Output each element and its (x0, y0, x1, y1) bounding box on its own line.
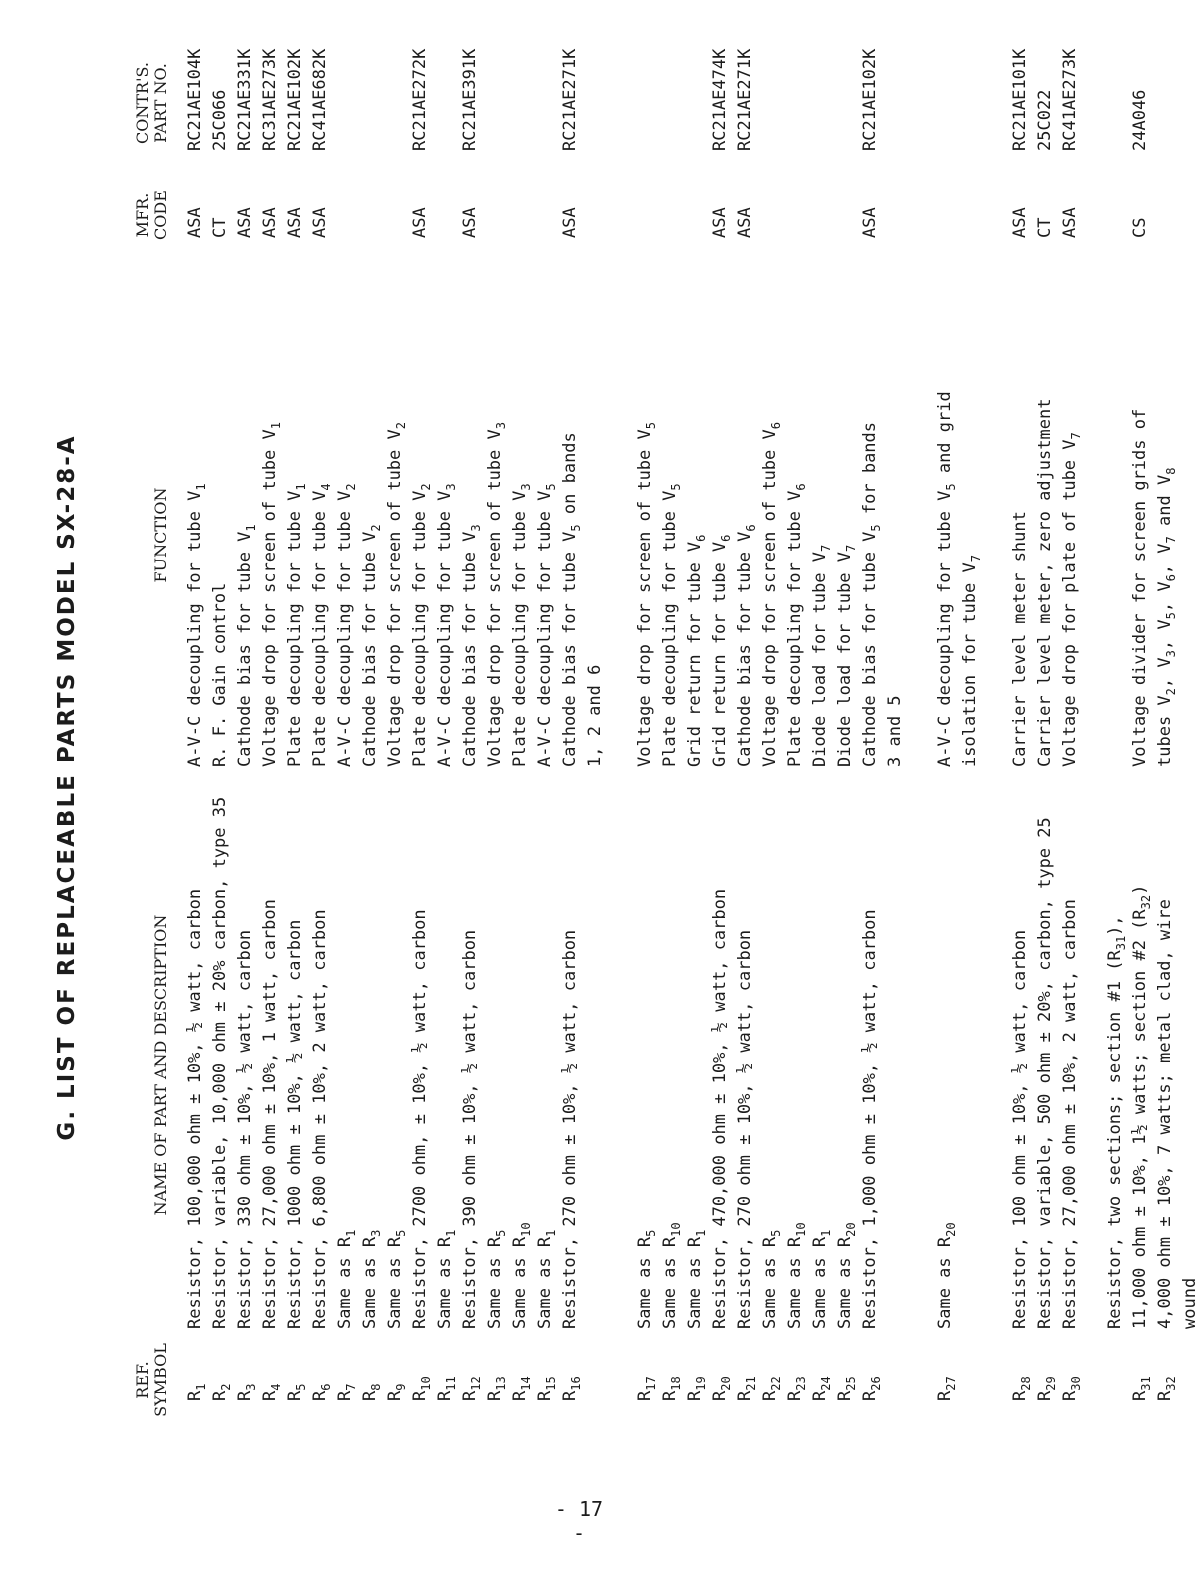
table-row (959, 0, 981, 1575)
part-description: Resistor, 270 ohm ± 10%, ½ watt, carbon (560, 929, 580, 1329)
mfr-code: ASA (460, 207, 480, 238)
part-description: Resistor, 1000 ohm ± 10%, ½ watt, carbon (285, 919, 305, 1329)
part-function: Carrier level meter shunt (1010, 511, 1030, 767)
part-function: Cathode bias for tube $V_5$ on bands (560, 432, 583, 767)
part-function: Voltage drop for screen of tube $V_6$ (760, 422, 783, 767)
part-number: RC21AE272K (410, 48, 430, 151)
mfr-code: CS (1130, 217, 1150, 238)
part-number: RC31AE273K (260, 48, 280, 151)
ref-symbol: $R_{11}$ (435, 1376, 458, 1401)
ref-symbol: $R_{20}$ (710, 1376, 733, 1401)
part-description: Resistor, 100 ohm ± 10%, ½ watt, carbon (1010, 929, 1030, 1329)
part-number: RC21AE474K (710, 48, 730, 151)
part-description: Same as $R_5$ (635, 1229, 658, 1329)
ref-symbol: $R_{31}$ (1130, 1376, 1153, 1401)
part-number: RC21AE102K (285, 48, 305, 151)
table-row (1009, 0, 1031, 1575)
ref-symbol: $R_{16}$ (560, 1376, 583, 1401)
table-row (884, 0, 906, 1575)
part-description: Resistor, 330 ohm ± 10%, ½ watt, carbon (235, 929, 255, 1329)
part-function: Voltage drop for screen of tube $V_5$ (635, 422, 658, 767)
part-description: Resistor, 270 ohm ± 10%, ½ watt, carbon (735, 929, 755, 1329)
part-description: Resistor, 390 ohm ± 10%, ½ watt, carbon (460, 929, 480, 1329)
page-title: G. LIST OF REPLACEABLE PARTS MODEL SX-28-A (54, 434, 80, 1141)
part-description: Same as $R_{10}$ (660, 1222, 683, 1329)
table-row (259, 0, 281, 1575)
ref-symbol: $R_{25}$ (835, 1376, 858, 1401)
table-row (734, 0, 756, 1575)
table-row (1104, 0, 1126, 1575)
mfr-code: ASA (735, 207, 755, 238)
table-row (559, 0, 581, 1575)
part-function: Voltage drop for screen of tube $V_2$ (385, 422, 408, 767)
ref-symbol: $R_{17}$ (635, 1376, 658, 1401)
mfr-code: ASA (260, 207, 280, 238)
header-description: NAME OF PART AND DESCRIPTION (151, 914, 170, 1216)
part-function: A-V-C decoupling for tube $V_1$ (185, 483, 208, 767)
part-number: RC21AE271K (560, 48, 580, 151)
table-row (359, 0, 381, 1575)
part-description: wound (1180, 1277, 1200, 1329)
mfr-code: ASA (1060, 207, 1080, 238)
part-function: Voltage drop for plate of tube $V_7$ (1060, 432, 1083, 767)
part-number: RC21AE104K (185, 48, 205, 151)
table-row (459, 0, 481, 1575)
part-function: Carrier level meter, zero adjustment (1035, 398, 1055, 767)
part-description: Same as $R_{20}$ (935, 1222, 958, 1329)
part-function: Voltage drop for screen of tube $V_1$ (260, 422, 283, 767)
part-function: A-V-C decoupling for tube $V_5$ and grid (935, 391, 958, 767)
ref-symbol: $R_9$ (385, 1383, 408, 1401)
mfr-code: ASA (1010, 207, 1030, 238)
part-function: Plate decoupling for tube $V_1$ (285, 483, 308, 767)
ref-symbol: $R_3$ (235, 1383, 258, 1401)
part-function: A-V-C decoupling for tube $V_5$ (535, 483, 558, 767)
table-row (484, 0, 506, 1575)
part-function: Diode load for tube $V_7$ (835, 544, 858, 767)
part-function: Voltage drop for screen of tube $V_3$ (485, 422, 508, 767)
table-row (834, 0, 856, 1575)
table-row (309, 0, 331, 1575)
table-row (1129, 0, 1151, 1575)
part-number: RC21AE271K (735, 48, 755, 151)
ref-symbol: $R_4$ (260, 1383, 283, 1401)
table-row (234, 0, 256, 1575)
mfr-code: ASA (560, 207, 580, 238)
part-function: Diode load for tube $V_7$ (810, 544, 833, 767)
table-row (1034, 0, 1056, 1575)
part-number: 25C066 (210, 89, 230, 151)
ref-symbol: $R_{30}$ (1060, 1376, 1083, 1401)
part-function: Voltage divider for screen grids of (1130, 408, 1150, 767)
part-function: Plate decoupling for tube $V_5$ (660, 483, 683, 767)
part-description: Same as $R_{10}$ (510, 1222, 533, 1329)
table-row (509, 0, 531, 1575)
table-row (684, 0, 706, 1575)
part-description: Same as $R_{10}$ (785, 1222, 808, 1329)
part-function: Plate decoupling for tube $V_3$ (510, 483, 533, 767)
part-description: Resistor, 1,000 ohm ± 10%, ½ watt, carbon (860, 909, 880, 1329)
ref-symbol: $R_{27}$ (935, 1376, 958, 1401)
mfr-code: CT (210, 217, 230, 238)
ref-symbol: $R_{22}$ (760, 1376, 783, 1401)
part-number: RC41AE682K (310, 48, 330, 151)
part-description: Resistor, 6,800 ohm ± 10%, 2 watt, carbon (310, 909, 330, 1329)
table-row (659, 0, 681, 1575)
table-row (1154, 0, 1176, 1575)
mfr-code: ASA (235, 207, 255, 238)
table-row (784, 0, 806, 1575)
table-row (759, 0, 781, 1575)
part-function: A-V-C decoupling for tube $V_3$ (435, 483, 458, 767)
table-row (534, 0, 556, 1575)
header-mfr-code: MFR. CODE (133, 190, 170, 240)
part-description: 4,000 ohm ± 10%, 7 watts; metal clad, wire (1155, 899, 1175, 1329)
part-number: RC21AE101K (1010, 48, 1030, 151)
part-function: Grid return for tube $V_6$ (685, 534, 708, 767)
part-function: R. F. Gain control (210, 582, 230, 767)
ref-symbol: $R_{23}$ (785, 1376, 808, 1401)
part-number: RC21AE331K (235, 48, 255, 151)
table-row (409, 0, 431, 1575)
part-description: Resistor, two sections; section #1 $(R_{31})$, (1105, 915, 1128, 1329)
table-row (284, 0, 306, 1575)
mfr-code: ASA (285, 207, 305, 238)
part-description: Same as $R_1$ (685, 1229, 708, 1329)
part-description: Resistor, 2700 ohm, ± 10%, ½ watt, carbon (410, 909, 430, 1329)
ref-symbol: $R_2$ (210, 1383, 233, 1401)
part-description: Resistor, 27,000 ohm ± 10%, 2 watt, carbon (1060, 899, 1080, 1329)
mfr-code: ASA (710, 207, 730, 238)
part-description: Resistor, 470,000 ohm ± 10%, ½ watt, carbon (710, 888, 730, 1329)
part-number: RC21AE391K (460, 48, 480, 151)
ref-symbol: $R_1$ (185, 1383, 208, 1401)
part-function: isolation for tube $V_7$ (960, 555, 983, 767)
part-description: 11,000 ohm ± 10%, 1½ watts; section #2 $(R_{32})$ (1130, 884, 1153, 1329)
header-function: FUNCTION (151, 487, 170, 583)
ref-symbol: $R_6$ (310, 1383, 333, 1401)
table-row (184, 0, 206, 1575)
part-description: Resistor, variable, 10,000 ohm ± 20% carbon, type 35 (210, 796, 230, 1329)
part-number: 25C022 (1035, 89, 1055, 151)
part-function: Cathode bias for tube $V_1$ (235, 524, 258, 767)
table-row (859, 0, 881, 1575)
part-description: Same as $R_{20}$ (835, 1222, 858, 1329)
page-number: - 17 - (554, 1497, 604, 1545)
part-function: Cathode bias for tube $V_6$ (735, 524, 758, 767)
mfr-code: ASA (185, 207, 205, 238)
mfr-code: ASA (410, 207, 430, 238)
ref-symbol: $R_{21}$ (735, 1376, 758, 1401)
part-function: tubes $V_2$, $V_3$, $V_5$, $V_6$, $V_7$ and $V_8$ (1155, 467, 1178, 767)
ref-symbol: $R_{29}$ (1035, 1376, 1058, 1401)
ref-symbol: $R_{14}$ (510, 1376, 533, 1401)
table-row (809, 0, 831, 1575)
part-function: Grid return for tube $V_6$ (710, 534, 733, 767)
part-function: Cathode bias for tube $V_5$ for bands (860, 421, 883, 767)
part-function: 3 and 5 (885, 695, 905, 767)
part-number: RC21AE102K (860, 48, 880, 151)
ref-symbol: $R_{19}$ (685, 1376, 708, 1401)
part-description: Same as $R_5$ (385, 1229, 408, 1329)
table-row (384, 0, 406, 1575)
part-function: Cathode bias for tube $V_3$ (460, 524, 483, 767)
ref-symbol: $R_8$ (360, 1383, 383, 1401)
part-function: A-V-C decoupling for tube $V_2$ (335, 483, 358, 767)
part-description: Same as $R_3$ (360, 1229, 383, 1329)
part-description: Same as $R_1$ (335, 1229, 358, 1329)
table-row (209, 0, 231, 1575)
part-number: 24A046 (1130, 89, 1150, 151)
mfr-code: ASA (310, 207, 330, 238)
part-function: Plate decoupling for tube $V_2$ (410, 483, 433, 767)
part-function: 1, 2 and 6 (585, 664, 605, 767)
ref-symbol: $R_{18}$ (660, 1376, 683, 1401)
ref-symbol: $R_{12}$ (460, 1376, 483, 1401)
table-row (434, 0, 456, 1575)
table-row (634, 0, 656, 1575)
part-function: Cathode bias for tube $V_2$ (360, 524, 383, 767)
mfr-code: ASA (860, 207, 880, 238)
part-description: Same as $R_1$ (535, 1229, 558, 1329)
ref-symbol: $R_{32}$ (1155, 1376, 1178, 1401)
header-part-no: CONTR'S. PART NO. (133, 62, 170, 144)
part-function: Plate decoupling for tube $V_4$ (310, 483, 333, 767)
table-row (584, 0, 606, 1575)
header-ref-symbol: REF. SYMBOL (133, 1343, 170, 1417)
ref-symbol: $R_7$ (335, 1383, 358, 1401)
part-function: Plate decoupling for tube $V_6$ (785, 483, 808, 767)
part-description: Same as $R_5$ (760, 1229, 783, 1329)
part-description: Same as $R_5$ (485, 1229, 508, 1329)
part-number: RC41AE273K (1060, 48, 1080, 151)
part-description: Resistor, 100,000 ohm ± 10%, ½ watt, carbon (185, 888, 205, 1329)
table-row (1059, 0, 1081, 1575)
ref-symbol: $R_{10}$ (410, 1376, 433, 1401)
table-row (1179, 0, 1200, 1575)
ref-symbol: $R_{15}$ (535, 1376, 558, 1401)
ref-symbol: $R_{28}$ (1010, 1376, 1033, 1401)
part-description: Same as $R_1$ (435, 1229, 458, 1329)
ref-symbol: $R_{13}$ (485, 1376, 508, 1401)
part-description: Same as $R_1$ (810, 1229, 833, 1329)
ref-symbol: $R_5$ (285, 1383, 308, 1401)
table-row (934, 0, 956, 1575)
table-row (334, 0, 356, 1575)
ref-symbol: $R_{26}$ (860, 1376, 883, 1401)
table-row (709, 0, 731, 1575)
part-description: Resistor, 27,000 ohm ± 10%, 1 watt, carbon (260, 899, 280, 1329)
mfr-code: CT (1035, 217, 1055, 238)
part-description: Resistor, variable, 500 ohm ± 20%, carbon, type 25 (1035, 817, 1055, 1329)
ref-symbol: $R_{24}$ (810, 1376, 833, 1401)
